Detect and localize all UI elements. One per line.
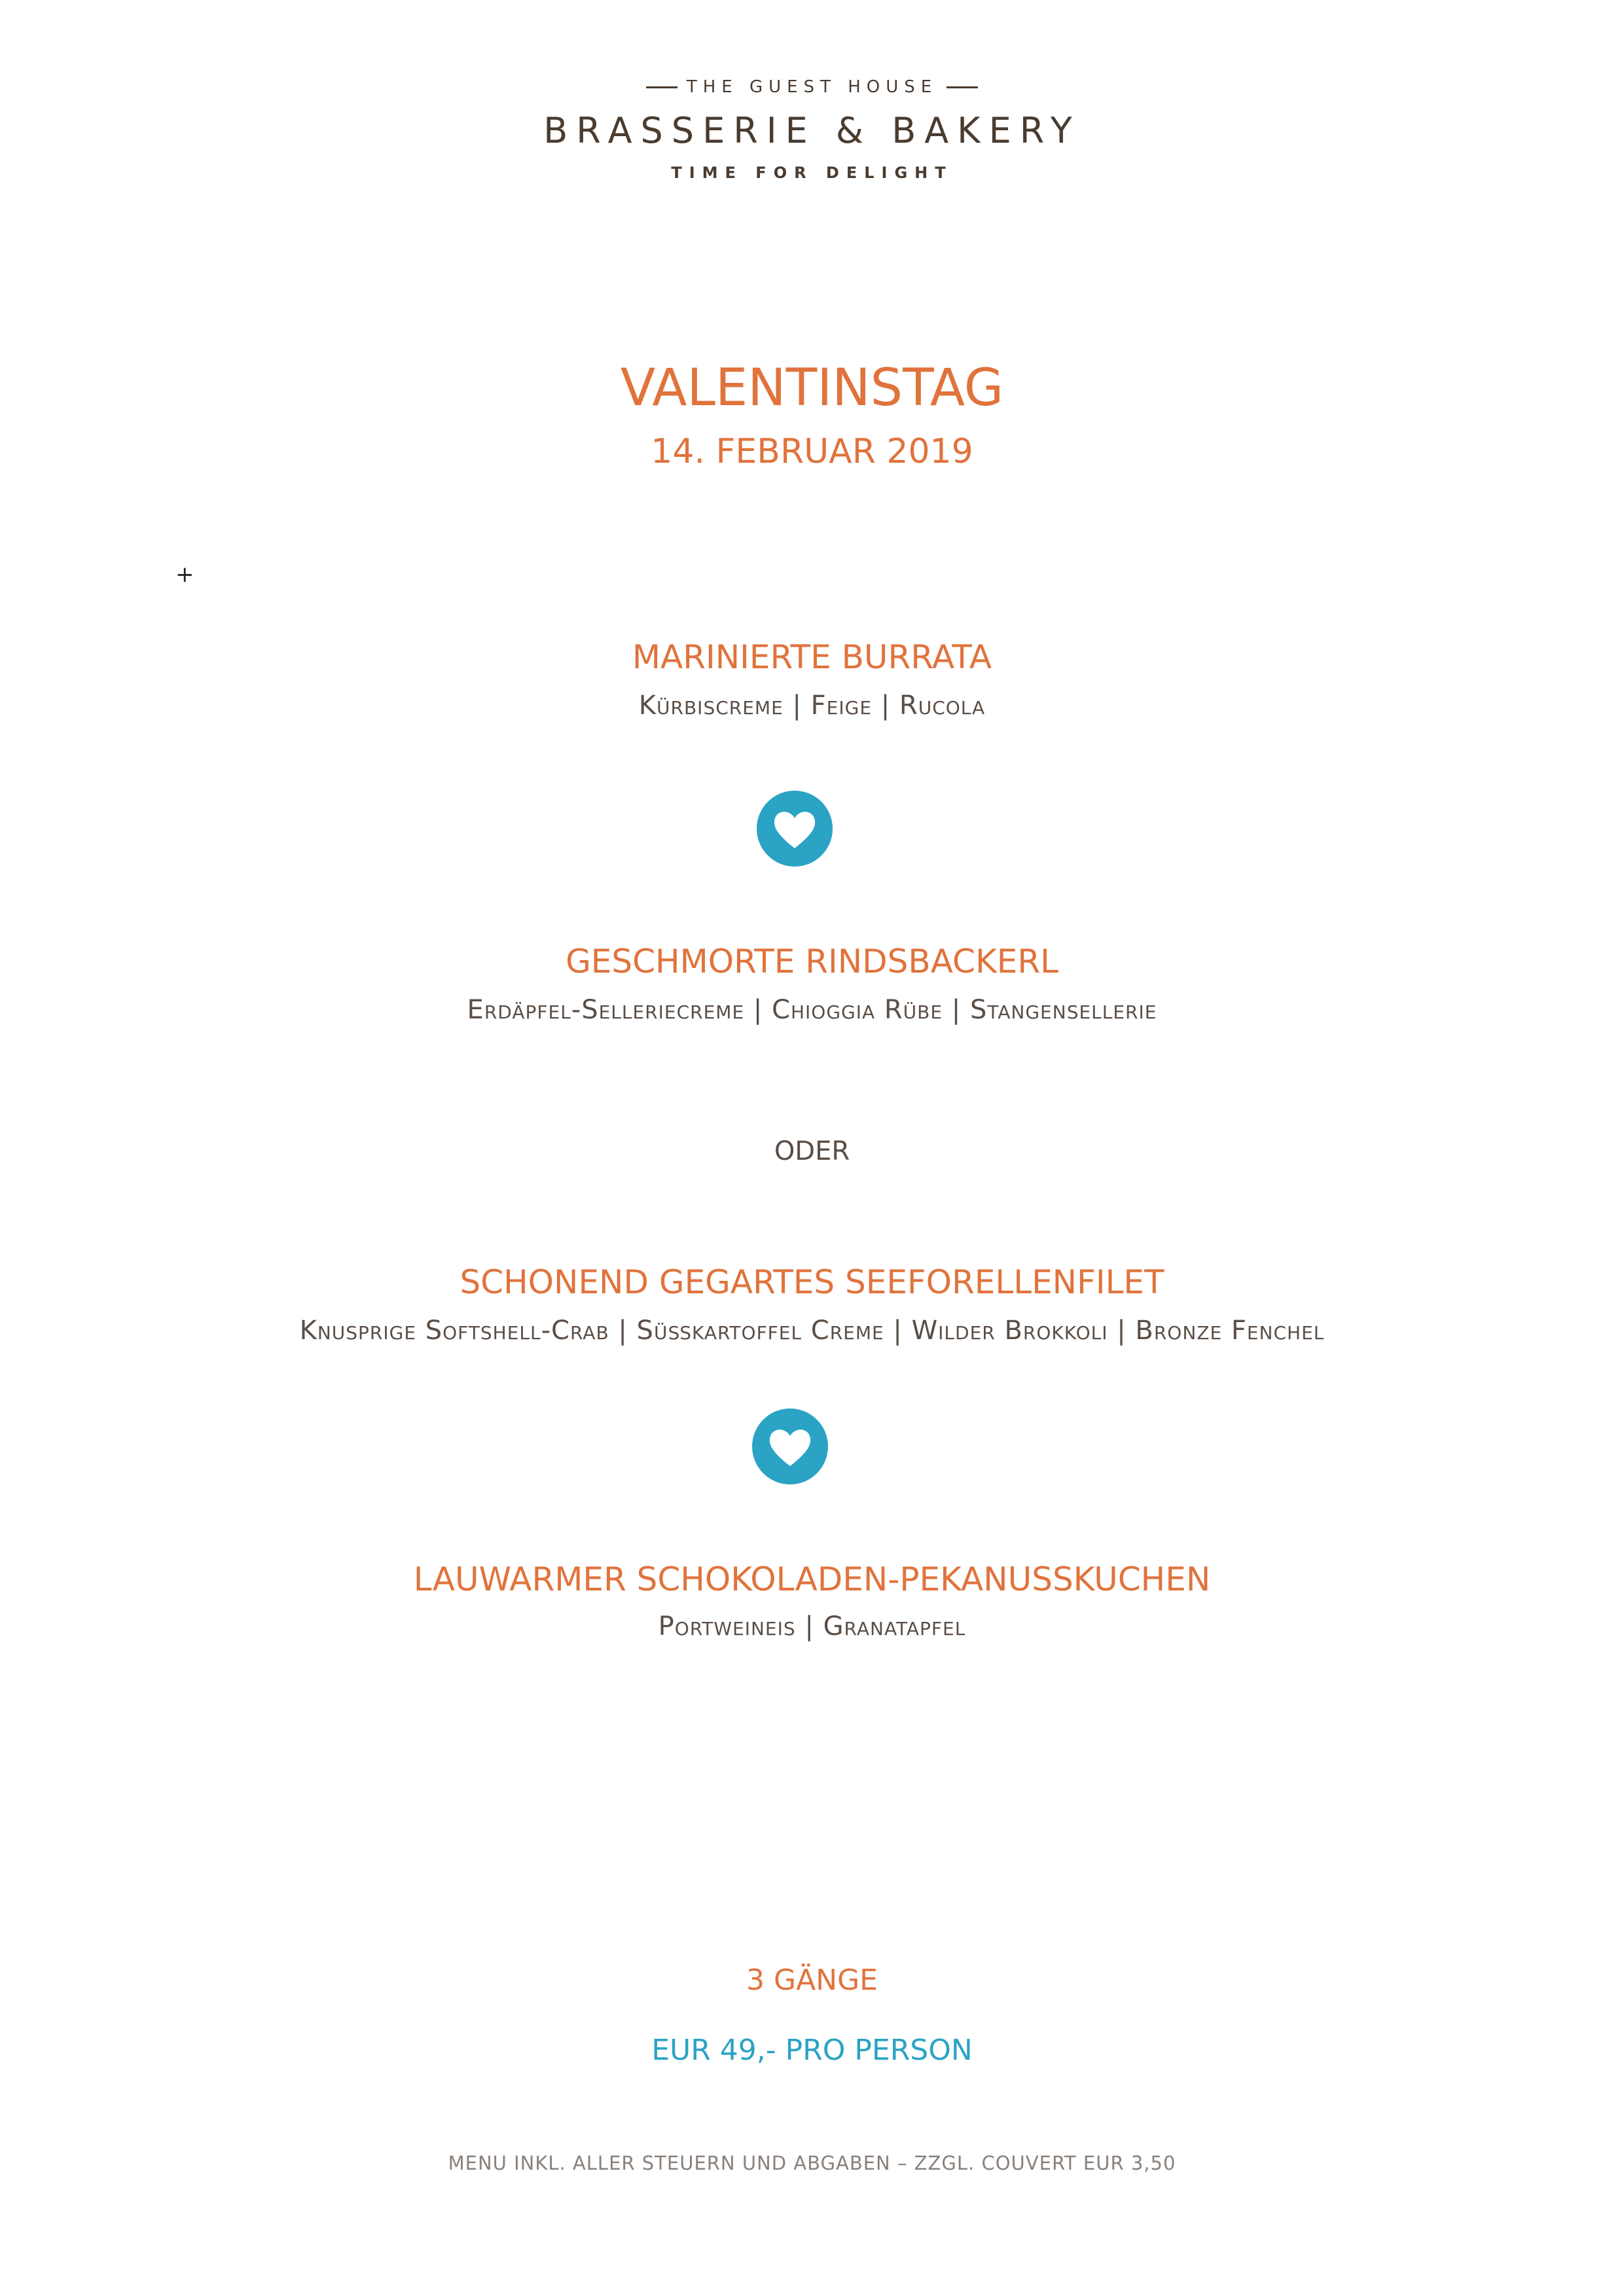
footnote: MENU INKL. ALLER STEUERN UND ABGABEN – ZZGL. COUVERT EUR 3,50: [448, 2152, 1176, 2174]
main-course-1-title: GESCHMORTE RINDSBACKERL: [566, 942, 1058, 980]
logo-top-line: [0, 77, 1624, 97]
logo-dash-right: [947, 86, 978, 88]
logo-tagline: TIME FOR DELIGHT: [671, 164, 953, 182]
heart-icon: [752, 1408, 828, 1484]
logo-top-text: THE GUEST HOUSE: [686, 77, 938, 97]
starter-description: Kürbiscreme | Feige | Rucola: [638, 691, 986, 721]
event-date: 14. FEBRUAR 2019: [651, 432, 973, 471]
course-count: 3 GÄNGE: [746, 1964, 878, 1997]
logo-main-line: BRASSERIE & BAKERY: [543, 110, 1081, 151]
main-course-1-description: Erdäpfel-Selleriecreme | Chioggia Rübe | Stangensellerie: [467, 995, 1157, 1025]
heart-icon: [757, 791, 833, 867]
main-course-2-title: SCHONEND GEGARTES SEEFORELLENFILET: [460, 1263, 1164, 1301]
page-title: VALENTINSTAG: [620, 359, 1004, 418]
dessert-description: Portweineis | Granatapfel: [658, 1611, 966, 1641]
logo-dash-left: [646, 86, 677, 88]
plus-marker: +: [175, 562, 194, 588]
dessert-title: LAUWARMER SCHOKOLADEN-PEKANUSSKUCHEN: [413, 1560, 1211, 1598]
starter-title: MARINIERTE BURRATA: [632, 638, 992, 676]
separator-oder: ODER: [774, 1136, 850, 1166]
main-course-2-description: Knusprige Softshell-Crab | Süßkartoffel Creme | Wilder Brokkoli | Bronze Fenchel: [299, 1316, 1325, 1346]
menu-price: EUR 49,- PRO PERSON: [651, 2034, 973, 2067]
